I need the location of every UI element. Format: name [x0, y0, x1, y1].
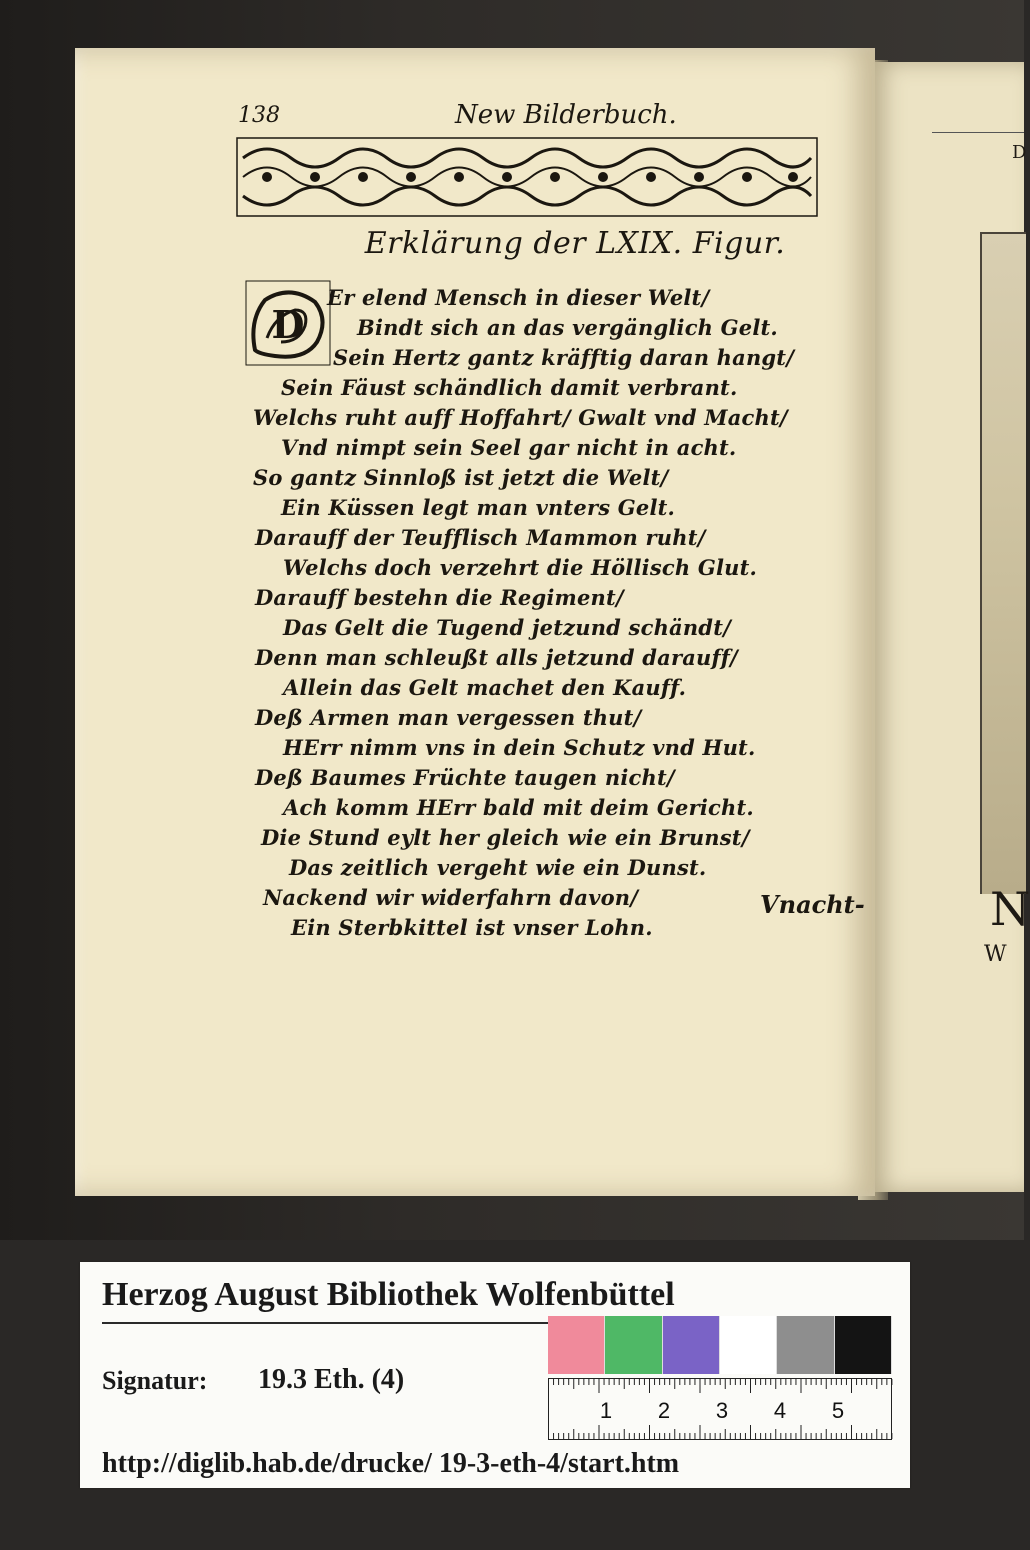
- verse-line: Deß Baumes Früchte taugen nicht/: [255, 765, 675, 790]
- drop-cap-initial: [245, 280, 331, 366]
- ruler-number: 5: [831, 1398, 845, 1423]
- verse-line: Darauff bestehn die Regiment/: [255, 585, 624, 610]
- color-swatch: [663, 1316, 720, 1374]
- right-page-initial-fragment: N: [990, 882, 1030, 936]
- verse-line: Nackend wir widerfahrn davon/: [263, 885, 639, 910]
- library-name: Herzog August Bibliothek Wolfenbüttel: [102, 1276, 675, 1313]
- verse-line: Ein Sterbkittel ist vnser Lohn.: [291, 915, 653, 940]
- verse-line: Sein Hertz gantz kräfftig daran hangt/: [333, 345, 795, 370]
- verse-line: Bindt sich an das vergänglich Gelt.: [357, 315, 778, 340]
- ornamental-border: [237, 138, 817, 216]
- right-page: [872, 62, 1030, 1192]
- verse-line: Ein Küssen legt man vnters Gelt.: [281, 495, 676, 520]
- right-page-heading-fragment: D: [1012, 142, 1027, 163]
- color-swatch: [605, 1316, 662, 1374]
- caption-title: Erklärung der LXIX. Figur.: [364, 226, 786, 261]
- verse-line: Sein Fäust schändlich damit verbrant.: [281, 375, 738, 400]
- verse-line: Die Stund eylt her gleich wie ein Brunst/: [261, 825, 750, 850]
- drop-cap-letter: D: [271, 302, 305, 347]
- right-page-illustration: [980, 232, 1026, 894]
- page-number: 138: [238, 103, 280, 128]
- color-swatch: [548, 1316, 605, 1374]
- verse-line: Vnd nimpt sein Seel gar nicht in acht.: [281, 435, 737, 460]
- signature-label: Signatur:: [102, 1366, 208, 1395]
- verse-line: Darauff der Teufflisch Mammon ruht/: [255, 525, 706, 550]
- right-page-text-fragment: W: [984, 942, 1007, 967]
- left-page: [75, 48, 875, 1196]
- verse-line: Ach komm HErr bald mit deim Gericht.: [283, 795, 754, 820]
- verse-line: Welchs doch verzehrt die Höllisch Glut.: [283, 555, 758, 580]
- library-label: [80, 1262, 910, 1488]
- right-page-rule: [932, 132, 1024, 133]
- verse-line: Das zeitlich vergeht wie ein Dunst.: [289, 855, 707, 880]
- verse-line: Deß Armen man vergessen thut/: [255, 705, 642, 730]
- color-swatch: [835, 1316, 892, 1374]
- ruler-number: 4: [773, 1398, 787, 1423]
- running-head: New Bilderbuch.: [455, 100, 677, 130]
- signature-value: 19.3 Eth. (4): [258, 1364, 405, 1395]
- ruler-number: 2: [657, 1398, 671, 1423]
- verse-line: Er elend Mensch in dieser Welt/: [327, 285, 710, 310]
- catchword: Vnacht-: [760, 890, 865, 919]
- ruler-number: 3: [715, 1398, 729, 1423]
- verse-line: HErr nimm vns in dein Schutz vnd Hut.: [283, 735, 756, 760]
- library-url: http://diglib.hab.de/drucke/ 19-3-eth-4/start.htm: [102, 1448, 680, 1479]
- color-swatch: [777, 1316, 834, 1374]
- color-calibration-bar: [548, 1316, 892, 1374]
- measurement-ruler: [548, 1378, 892, 1440]
- verse-line: Denn man schleußt alls jetzund darauff/: [255, 645, 738, 670]
- verse-line: Das Gelt die Tugend jetzund schändt/: [283, 615, 731, 640]
- verse-line: Welchs ruht auff Hoffahrt/ Gwalt vnd Macht/: [253, 405, 788, 430]
- verse-line: Allein das Gelt machet den Kauff.: [283, 675, 687, 700]
- ruler-number: 1: [599, 1398, 613, 1423]
- color-swatch: [720, 1316, 777, 1374]
- verse-line: So gantz Sinnloß ist jetzt die Welt/: [253, 465, 669, 490]
